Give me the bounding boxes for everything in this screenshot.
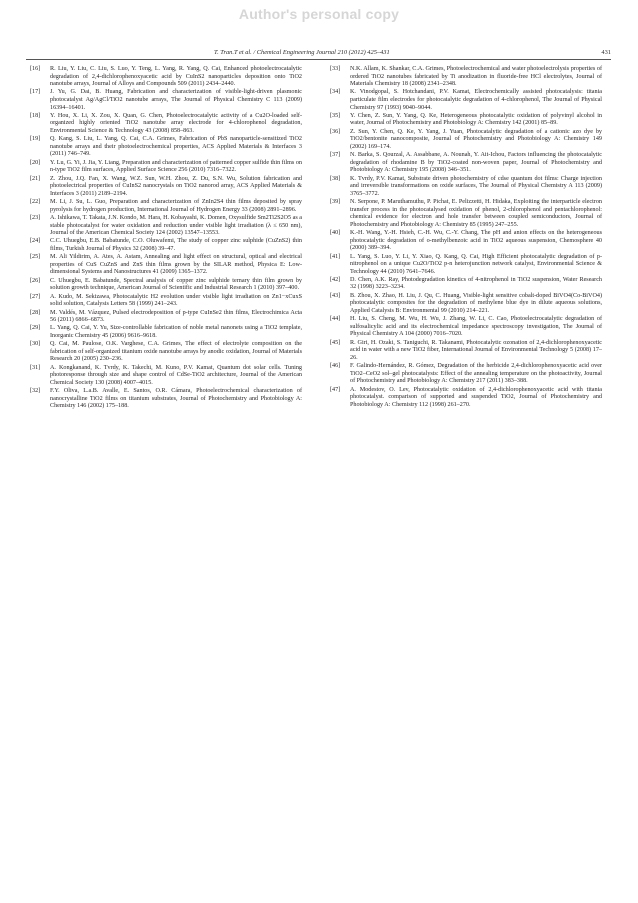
reference-text: H. Liu, S. Cheng, M. Wu, H. Wu, J. Zhang, W. Li, C. Cao, Photoelectrocatalytic degradation of sulfosalicylic acid and its electrochemical impedance spectroscopy investigation, The Journal of Physical Chemistry A 104 (2000) 7016–7020. [350,316,602,338]
reference-text: N.K. Allam, K. Shankar, C.A. Grimes, Photoelectrochemical and water photoelectrolysis properties of ordered TiO2 nanotubes fabricated by Ti anodization in fluoride-free HCl electrolytes, Journal of Materials Chemistry 18 (2008) 2341–2348. [350,66,602,88]
reference-text: A. Kongkanand, K. Tvrdy, K. Takechi, M. Kuno, P.V. Kamat, Quantum dot solar cells. Tuning photoresponse through size and shape control of CdSe-TiO2 architecture, Journal of the American Chemical Society 130 (2008) 4007–4015. [50,364,302,386]
reference-entry [30,113,302,136]
reference-text: F. Galindo-Hernández, R. Gómez, Degradation of the herbicide 2,4-dichlorophenoxyacetic acid over TiO2–CeO2 sol–gel photocatalysts: Effect of the annealing temperature on the photoactivity, Journal of Photochemistry and Photobiology A: Chemistry 217 (2011) 383–388. [350,363,602,385]
reference-text: Y. Chen, Z. Sun, Y. Yang, Q. Ke, Heterogeneous photocatalytic oxidation of polyvinyl alcohol in water, Journal of Photochemistry and Photobiology A: Chemistry 142 (2001) 85–89. [350,112,602,127]
reference-entry [330,113,602,128]
journal-citation: T. Tran.T et al. / Chemical Engineering Journal 210 (2012) 425–431 [214,49,390,56]
reference-number: [36] [330,128,341,135]
reference-text: M. Ali Yildirim, A. Ates, A. Astam, Annealing and light effect on structural, optical and electrical properties of CuS CuZnS and ZnS thin films grown by the SILAR method, Physica E: Low-dimensional Systems and Nanostructures 41 (2009) 1365–1372. [50,254,302,276]
reference-number: [27] [30,293,41,300]
references-left-column [30,66,302,412]
reference-number: [43] [330,292,341,299]
reference-text: A. Ishikawa, T. Takata, J.N. Kondo, M. Hara, H. Kobayashi, K. Domen, Oxysulfide Sm2Ti2S2O5 as a stable photocatalyst for water oxidation and reduction under visible light irradiation (λ ≤ 650 nm), Journal of the American Chemical Society 124 (2002) 13547–13553. [50,214,302,237]
reference-entry [330,316,602,339]
reference-entry [30,136,302,159]
reference-text: Y. Lu, G. Yi, J. Jia, Y. Liang, Preparation and characterization of patterned copper sulfide thin films on n-type TiO2 film surfaces, Applied Surface Science 256 (2010) 7316–7322. [50,159,302,174]
reference-entry [330,277,602,292]
reference-number: [45] [330,339,341,346]
reference-text: Z. Sun, Y. Chen, Q. Ke, Y. Yang, J. Yuan, Photocatalytic degradation of a cationic azo dye by TiO2/bentonite nanocomposite, Journal of Photochemistry and Photobiology A: Chemistry 149 (2002) 169–174. [350,128,602,150]
reference-entry [330,176,602,199]
reference-entry [330,152,602,175]
reference-entry [30,365,302,388]
reference-number: [33] [330,66,341,72]
reference-entry [30,238,302,253]
header-rule [26,59,611,60]
reference-entry [30,199,302,214]
reference-entry [330,66,602,89]
reference-number: [20] [30,159,41,166]
reference-entry [330,129,602,152]
reference-number: [22] [30,199,41,206]
reference-number: [44] [330,316,341,323]
reference-entry [330,230,602,253]
reference-number: [24] [30,238,41,245]
reference-number: [28] [30,309,41,316]
reference-text: K. Vinodgopal, S. Hotchandani, P.V. Kamat, Electrochemically assisted photocatalysis: titania particulate film electrodes for photocatalytic degradation of 4-chlorophenol, The Journal of Physical Chemistry 97 (1993) 9040–9044. [350,89,602,111]
reference-text: A. Kudo, M. Sekizawa, Photocatalytic H2 evolution under visible light irradiation on Zn1−xCuxS solid solution, Catalysis Letters 58 (1999) 241–243. [50,293,302,308]
reference-entry [30,278,302,293]
reference-text: K. Tvrdy, P.V. Kamat, Substrate driven photochemistry of cdse quantum dot films: Charge injection and irreversible transformations on oxide surfaces, The Journal of Physical Chemistry A 113 (2009) 3765–3772. [350,175,602,197]
reference-entry [30,341,302,364]
reference-number: [39] [330,199,341,206]
reference-text: N. Serpone, P. Maruthamuthu, P. Pichat, E. Pelizzetti, H. Hidaka, Exploiting the interparticle electron transfer process in the photocatalysed oxidation of phenol, 2-chlorophenol and pentachlorophenol: chemical evidence for electron and hole transfer between coupled semiconductors, Journal of Photochemistry and Photobiology A: Chemistry 85 (1995) 247–255. [350,199,602,228]
reference-number: [34] [330,89,341,96]
reference-text: Z. Zhou, J.Q. Fan, X. Wang, W.Z. Sun, W.H. Zhou, Z. Du, S.N. Wu, Solution fabrication and photoelectrical properties of CuInS2 nanocrystals on TiO2 nanorod array, ACS Applied Materials & Interfaces 3 (2011) 2189–2194. [50,175,302,197]
reference-text: Q. Cai, M. Paulose, O.K. Varghese, C.A. Grimes, The effect of electrolyte composition on the fabrication of self-organized titanium oxide nanotube arrays by anodic oxidation, Journal of Materials Research 20 (2005) 230–236. [50,341,302,363]
reference-text: B. Zhou, X. Zhao, H. Liu, J. Qu, C. Huang, Visible-light sensitive cobalt-doped BiVO4(Co-BiVO4) photocatalytic composites for the degradation of methylene blue dye in dilute aqueous solutions, Applied Catalysis B: Environmental 99 (2010) 214–221. [350,292,602,314]
reference-number: [37] [330,152,341,159]
reference-number: [42] [330,276,341,283]
reference-entry [30,254,302,277]
reference-number: [41] [330,253,341,260]
reference-entry [30,388,302,411]
reference-text: M. Li, J. Su, L. Guo, Preparation and characterization of ZnIn2S4 thin films deposited by spray pyrolysis for hydrogen production, International Journal of Hydrogen Energy 33 (2008) 2891–2896. [50,199,302,213]
reference-number: [19] [30,136,41,143]
reference-number: [32] [30,388,41,395]
reference-text: J. Yu, G. Dai, B. Huang, Fabrication and characterization of visible-light-driven plasmonic photocatalyst Ag/AgCl/TiO2 nanotube arrays, The Journal of Physical Chemistry C 113 (2009) 16394–16401. [50,89,302,111]
reference-number: [21] [30,175,41,182]
reference-entry [330,293,602,316]
reference-entry [330,387,602,410]
reference-number: [35] [330,112,341,119]
reference-number: [23] [30,214,41,221]
reference-number: [40] [330,230,341,237]
reference-number: [29] [30,325,41,332]
reference-number: [25] [30,254,41,261]
reference-entry [30,215,302,238]
reference-text: D. Chen, A.K. Ray, Photodegradation kinetics of 4-nitrophenol in TiO2 suspension, Water Research 32 (1998) 3223–3234. [350,276,602,291]
reference-entry [330,363,602,386]
reference-text: R. Giri, H. Ozaki, S. Taniguchi, R. Takanami, Photocatalytic ozonation of 2,4-dichlorophenoxyacetic acid in water with a new TiO2 fiber, International Journal of Environmental Technology 5 (2008) 17–26. [350,339,602,361]
reference-entry [330,89,602,112]
reference-text: C. Uhuegbu, E. Babatunde, Spectral analysis of copper zinc sulphide ternary thin film grown by solution growth technique, American Journal of Scientific and Industrial Research 1 (2010) 397–400. [50,277,302,292]
reference-number: [16] [30,66,41,72]
reference-number: [18] [30,112,41,119]
reference-entry [30,294,302,309]
reference-number: [47] [330,386,341,393]
reference-text: C.C. Uhuegbu, E.B. Babatunde, C.O. Oluwafemi, The study of copper zinc sulphide (CuZnS2) thin films, Turkish Journal of Physics 32 (2008) 39–47. [50,238,302,252]
reference-entry [30,325,302,340]
reference-entry [330,254,602,277]
reference-number: [46] [330,363,341,370]
page-number: 431 [601,49,611,56]
reference-entry [330,340,602,363]
reference-number: [30] [30,341,41,348]
references-right-column [330,66,602,410]
reference-number: [31] [30,364,41,371]
reference-text: Y. Hou, X. Li, X. Zou, X. Quan, G. Chen, Photoelectrocatalytic activity of a Cu2O-loaded self-organized highly oriented TiO2 nanotube array electrode for 4-chlorophenol degradation, Environmental Science & Technology 43 (2008) 858–863. [50,112,302,134]
reference-text: M. Valdés, M. Vázquez, Pulsed electrodeposition of p-type CuInSe2 thin films, Electrochimica Acta 56 (2011) 6866–6873. [50,309,302,324]
reference-number: [17] [30,89,41,96]
reference-text: L. Yang, Q. Cai, Y. Yu, Size-controllable fabrication of noble metal nanonets using a TiO2 template, Inorganic Chemistry 45 (2006) 9616–9618. [50,325,302,339]
reference-text: L. Yang, S. Luo, Y. Li, Y. Xiao, Q. Kang, Q. Cai, High Efficient photocatalytic degradation of p-nitrophenol on a unique Cu2O/TiO2 p-n heterojunction network catalyst, Environmental Science & Technology 44 (2010) 7641–7646. [350,253,602,275]
reference-entry [30,89,302,112]
reference-entry [330,199,602,229]
reference-number: [38] [330,175,341,182]
reference-text: Q. Kang, S. Liu, L. Yang, Q. Cai, C.A. Grimes, Fabrication of PbS nanoparticle-sensitized TiO2 nanotube arrays and their photoelectrochemical properties, ACS Applied Materials & Interfaces 3 (2011) 746–749. [50,136,302,158]
reference-entry [30,176,302,199]
reference-text: R. Liu, Y. Liu, C. Liu, S. Luo, Y. Teng, L. Yang, R. Yang, Q. Cai, Enhanced photoelectrocatalytic degradation of 2,4-dichlorophenoxyacetic acid by CuInS2 nanoparticles deposition onto TiO2 nanotube arrays, Journal of Alloys and Compounds 509 (2011) 2434–2440. [50,66,302,88]
reference-number: [26] [30,277,41,284]
reference-text: K.-H. Wang, Y.-H. Hsieh, C.-H. Wu, C.-Y. Chang, The pH and anion effects on the heterogeneous photocatalytic degradation of o-methylbenzoic acid in TiO2 aqueous suspension, Chemosphere 40 (2000) 389–394. [350,230,602,252]
reference-text: F.Y. Oliva, L.a.B. Avalle, E. Santos, O.R. Cámara, Photoelectrochemical characterization of nanocrystalline TiO2 films on titanium substrates, Journal of Photochemistry and Photobiology A: Chemistry 146 (2002) 175–188. [50,388,302,410]
reference-entry [30,310,302,325]
reference-text: A. Modestov, O. Lev, Photocatalytic oxidation of 2,4-dichlorophenoxyacetic acid with titania photocatalyst. comparison of supported and suspended TiO2, Journal of Photochemistry and Photobiology A: Chemistry 112 (1998) 261–270. [350,386,602,408]
reference-entry [30,160,302,175]
watermark: Author's personal copy [238,6,400,22]
reference-text: N. Barka, S. Qourzal, A. Assabbane, A. Nounah, Y. Ait-Ichou, Factors influencing the photocatalytic degradation of rhodamine B by TiO2-coated non-woven paper, Journal of Photochemistry and Photobiology A: Chemistry 195 (2008) 346–351. [350,152,602,174]
reference-entry [30,66,302,89]
